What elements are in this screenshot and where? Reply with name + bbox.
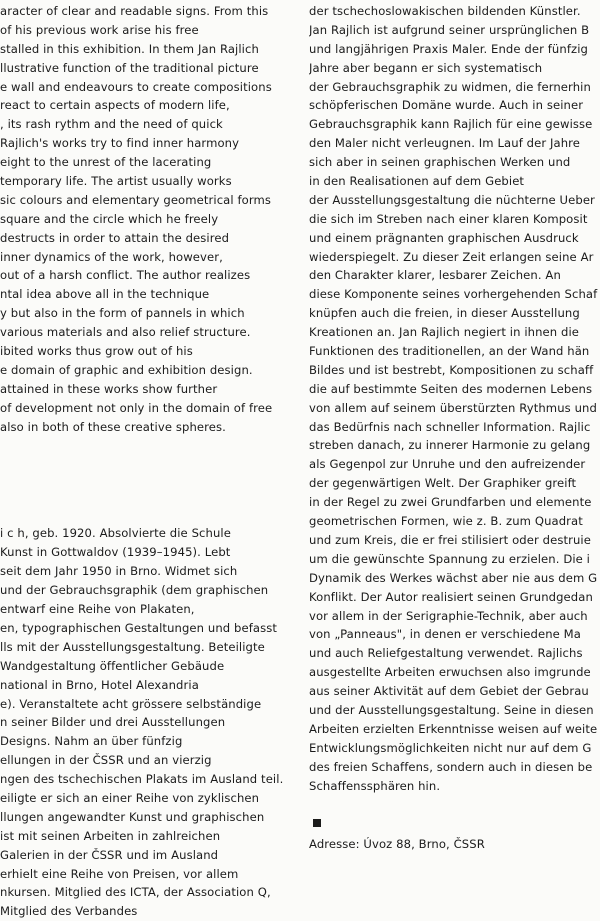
- text-line: der Gebrauchsgraphik zu widmen, die fernerhin: [309, 79, 591, 94]
- text-line: Galerien in der ČSSR und im Ausland: [0, 847, 219, 862]
- text-line: Dynamik des Werkes wächst aber nie aus dem G: [309, 570, 598, 585]
- text-line: von allem auf seinem überstürzten Rythmus und: [309, 400, 597, 415]
- text-line: stalled in this exhibition. In them Jan Rajlich: [0, 41, 259, 56]
- text-line: lls mit der Ausstellungsgestaltung. Beteiligte: [0, 639, 265, 654]
- text-line: , its rash rythm and the need of quick: [0, 117, 223, 132]
- text-line: wiederspiegelt. Zu dieser Zeit erlangen seine Ar: [309, 249, 594, 264]
- text-line: der tschechoslowakischen bildenden Künstler.: [309, 4, 581, 18]
- text-line: square and the circle which he freely: [0, 211, 219, 226]
- left-column: [0, 2, 292, 921]
- text-line: eight to the unrest of the lacerating: [0, 155, 212, 170]
- text-line: vor allem in der Serigraphie-Technik, aber auch: [309, 608, 588, 623]
- address-line: Adresse: Úvoz 88, Brno, ČSSR: [309, 837, 485, 852]
- text-line: knüpfen auch die freien, in dieser Ausstellung: [309, 306, 580, 321]
- text-line: in der Regel zu zwei Grundfarben und elemente: [309, 495, 592, 510]
- text-line: den Maler nicht verleugnen. Im Lauf der Jahre: [309, 136, 581, 151]
- text-line: llustrative function of the traditional picture: [0, 60, 259, 75]
- text-line: Designs. Nahm an über fünfzig: [0, 734, 183, 749]
- text-line: react to certain aspects of modern life,: [0, 98, 230, 113]
- text-line: geometrischen Formen, wie z. B. zum Quadrat: [309, 514, 583, 529]
- text-line: und auch Reliefgestaltung verwendet. Rajlichs: [309, 646, 583, 661]
- text-line: e wall and endeavours to create compositions: [0, 79, 272, 94]
- text-line: also in both of these creative spheres.: [0, 419, 226, 434]
- text-line: Konflikt. Der Autor realisiert seinen Grundgedan: [309, 589, 593, 604]
- paragraph-gap: [309, 795, 600, 809]
- text-line: y but also in the form of pannels in which: [0, 306, 245, 321]
- text-line: und zum Kreis, die er frei stilisiert oder destruie: [309, 532, 591, 547]
- text-line: und langjährigen Praxis Maler. Ende der fünfzig: [309, 41, 588, 56]
- text-line: Jan Rajlich ist aufgrund seiner ursprünglichen B: [309, 22, 590, 37]
- text-line: of development not only in the domain of free: [0, 400, 273, 415]
- text-line: Kreationen an. Jan Rajlich negiert in ihnen die: [309, 325, 580, 340]
- text-line: die auf bestimmte Seiten des modernen Lebens: [309, 381, 593, 396]
- text-line: eiligte er sich an einer Reihe von zyklischen: [0, 790, 260, 805]
- text-line: der gegenwärtigen Welt. Der Graphiker greift: [309, 476, 577, 491]
- right-column: [309, 2, 600, 854]
- text-line: Arbeiten erzielten Erkenntnisse weisen auf weite: [309, 721, 598, 736]
- text-line: das Bedürfnis nach schneller Information. Rajlic: [309, 419, 591, 434]
- text-line: ellungen in der ČSSR und an vierzig: [0, 753, 212, 768]
- text-line: sic colours and elementary geometrical forms: [0, 192, 272, 207]
- biography-text: [0, 524, 292, 921]
- text-line: in den Realisationen auf dem Gebiet: [309, 174, 525, 189]
- text-line: und der Ausstellungsgestaltung. Seine in diesen: [309, 702, 594, 717]
- text-line: Mitglied des Verbandes: [0, 904, 138, 919]
- text-line: Schaffenssphären hin.: [309, 778, 441, 793]
- german-text: [309, 2, 600, 795]
- english-text: [0, 2, 292, 436]
- text-line: temporary life. The artist usually works: [0, 174, 232, 189]
- text-line: Bildes und ist bestrebt, Kompositionen zu schaff: [309, 362, 594, 377]
- text-line: schöpferischen Domäne wurde. Auch in seiner: [309, 98, 584, 113]
- text-line: Rajlich's works try to find inner harmony: [0, 136, 240, 151]
- text-line: Gebrauchsgraphik kann Rajlich für eine gewisse: [309, 117, 593, 132]
- text-line: diese Komponente seines vorhergehenden Schaf: [309, 287, 598, 302]
- text-line: des freien Schaffens, sondern auch in diesen be: [309, 759, 593, 774]
- text-line: llungen angewandter Kunst und graphischen: [0, 809, 265, 824]
- text-line: en, typographischen Gestaltungen und befasst: [0, 620, 278, 635]
- text-line: of his previous work arise his free: [0, 22, 199, 37]
- section-bullet: [313, 819, 321, 827]
- text-line: n seiner Bilder und drei Ausstellungen: [0, 715, 226, 730]
- text-line: Entwicklungsmöglichkeiten nicht nur auf dem G: [309, 740, 592, 755]
- text-line: ist mit seinen Arbeiten in zahlreichen: [0, 828, 221, 843]
- text-line: um die gewünschte Spannung zu erzielen. Die i: [309, 551, 591, 566]
- text-line: nkursen. Mitglied des ICTA, der Association Q,: [0, 885, 271, 900]
- text-line: Wandgestaltung öffentlicher Gebäude: [0, 658, 225, 673]
- text-line: von „Panneaus", in denen er verschiedene Ma: [309, 627, 581, 642]
- text-line: attained in these works show further: [0, 381, 218, 396]
- text-line: Funktionen des traditionellen, an der Wand hän: [309, 344, 590, 359]
- text-line: Jahre aber begann er sich systematisch: [309, 60, 543, 75]
- text-line: sich aber in seinen graphischen Werken und: [309, 155, 571, 170]
- text-line: ibited works thus grow out of his: [0, 344, 193, 359]
- text-line: various materials and also relief structure.: [0, 325, 251, 340]
- text-line: die sich im Streben nach einer klaren Komposit: [309, 211, 588, 226]
- text-line: inner dynamics of the work, however,: [0, 249, 223, 264]
- text-line: streben danach, zu innerer Harmonie zu gelang: [309, 438, 591, 453]
- text-line: destructs in order to attain the desired: [0, 230, 230, 245]
- text-line: aus seiner Aktivität auf dem Gebiet der Gebrau: [309, 684, 589, 699]
- text-line: den Charakter klarer, lesbarer Zeichen. An: [309, 268, 561, 283]
- text-line: erhielt eine Reihe von Preisen, vor allem: [0, 866, 239, 881]
- text-line: ntal idea above all in the technique: [0, 287, 210, 302]
- text-line: seit dem Jahr 1950 in Brno. Widmet sich: [0, 564, 238, 579]
- text-line: und der Gebrauchsgraphik (dem graphischen: [0, 583, 269, 598]
- paragraph-gap: [0, 436, 292, 524]
- text-line: Kunst in Gottwaldov (1939–1945). Lebt: [0, 545, 231, 560]
- text-line: e domain of graphic and exhibition design.: [0, 362, 253, 377]
- text-line: e). Veranstaltete acht grössere selbständige: [0, 696, 262, 711]
- text-line: als Gegenpol zur Unruhe und den aufreizender: [309, 457, 586, 472]
- text-line: aracter of clear and readable signs. From this: [0, 4, 269, 18]
- text-line: national in Brno, Hotel Alexandria: [0, 677, 199, 692]
- text-line: ngen des tschechischen Plakats im Ausland teil.: [0, 772, 284, 787]
- text-line: out of a harsh conflict. The author realizes: [0, 268, 251, 283]
- text-line: i c h, geb. 1920. Absolvierte die Schule: [0, 526, 231, 541]
- text-line: der Ausstellungsgestaltung die nüchterne Ueber: [309, 192, 595, 207]
- text-line: entwarf eine Reihe von Plakaten,: [0, 602, 195, 617]
- text-line: und einem prägnanten graphischen Ausdruck: [309, 230, 579, 245]
- text-line: ausgestellte Arbeiten erwuchsen also imgrunde: [309, 665, 591, 680]
